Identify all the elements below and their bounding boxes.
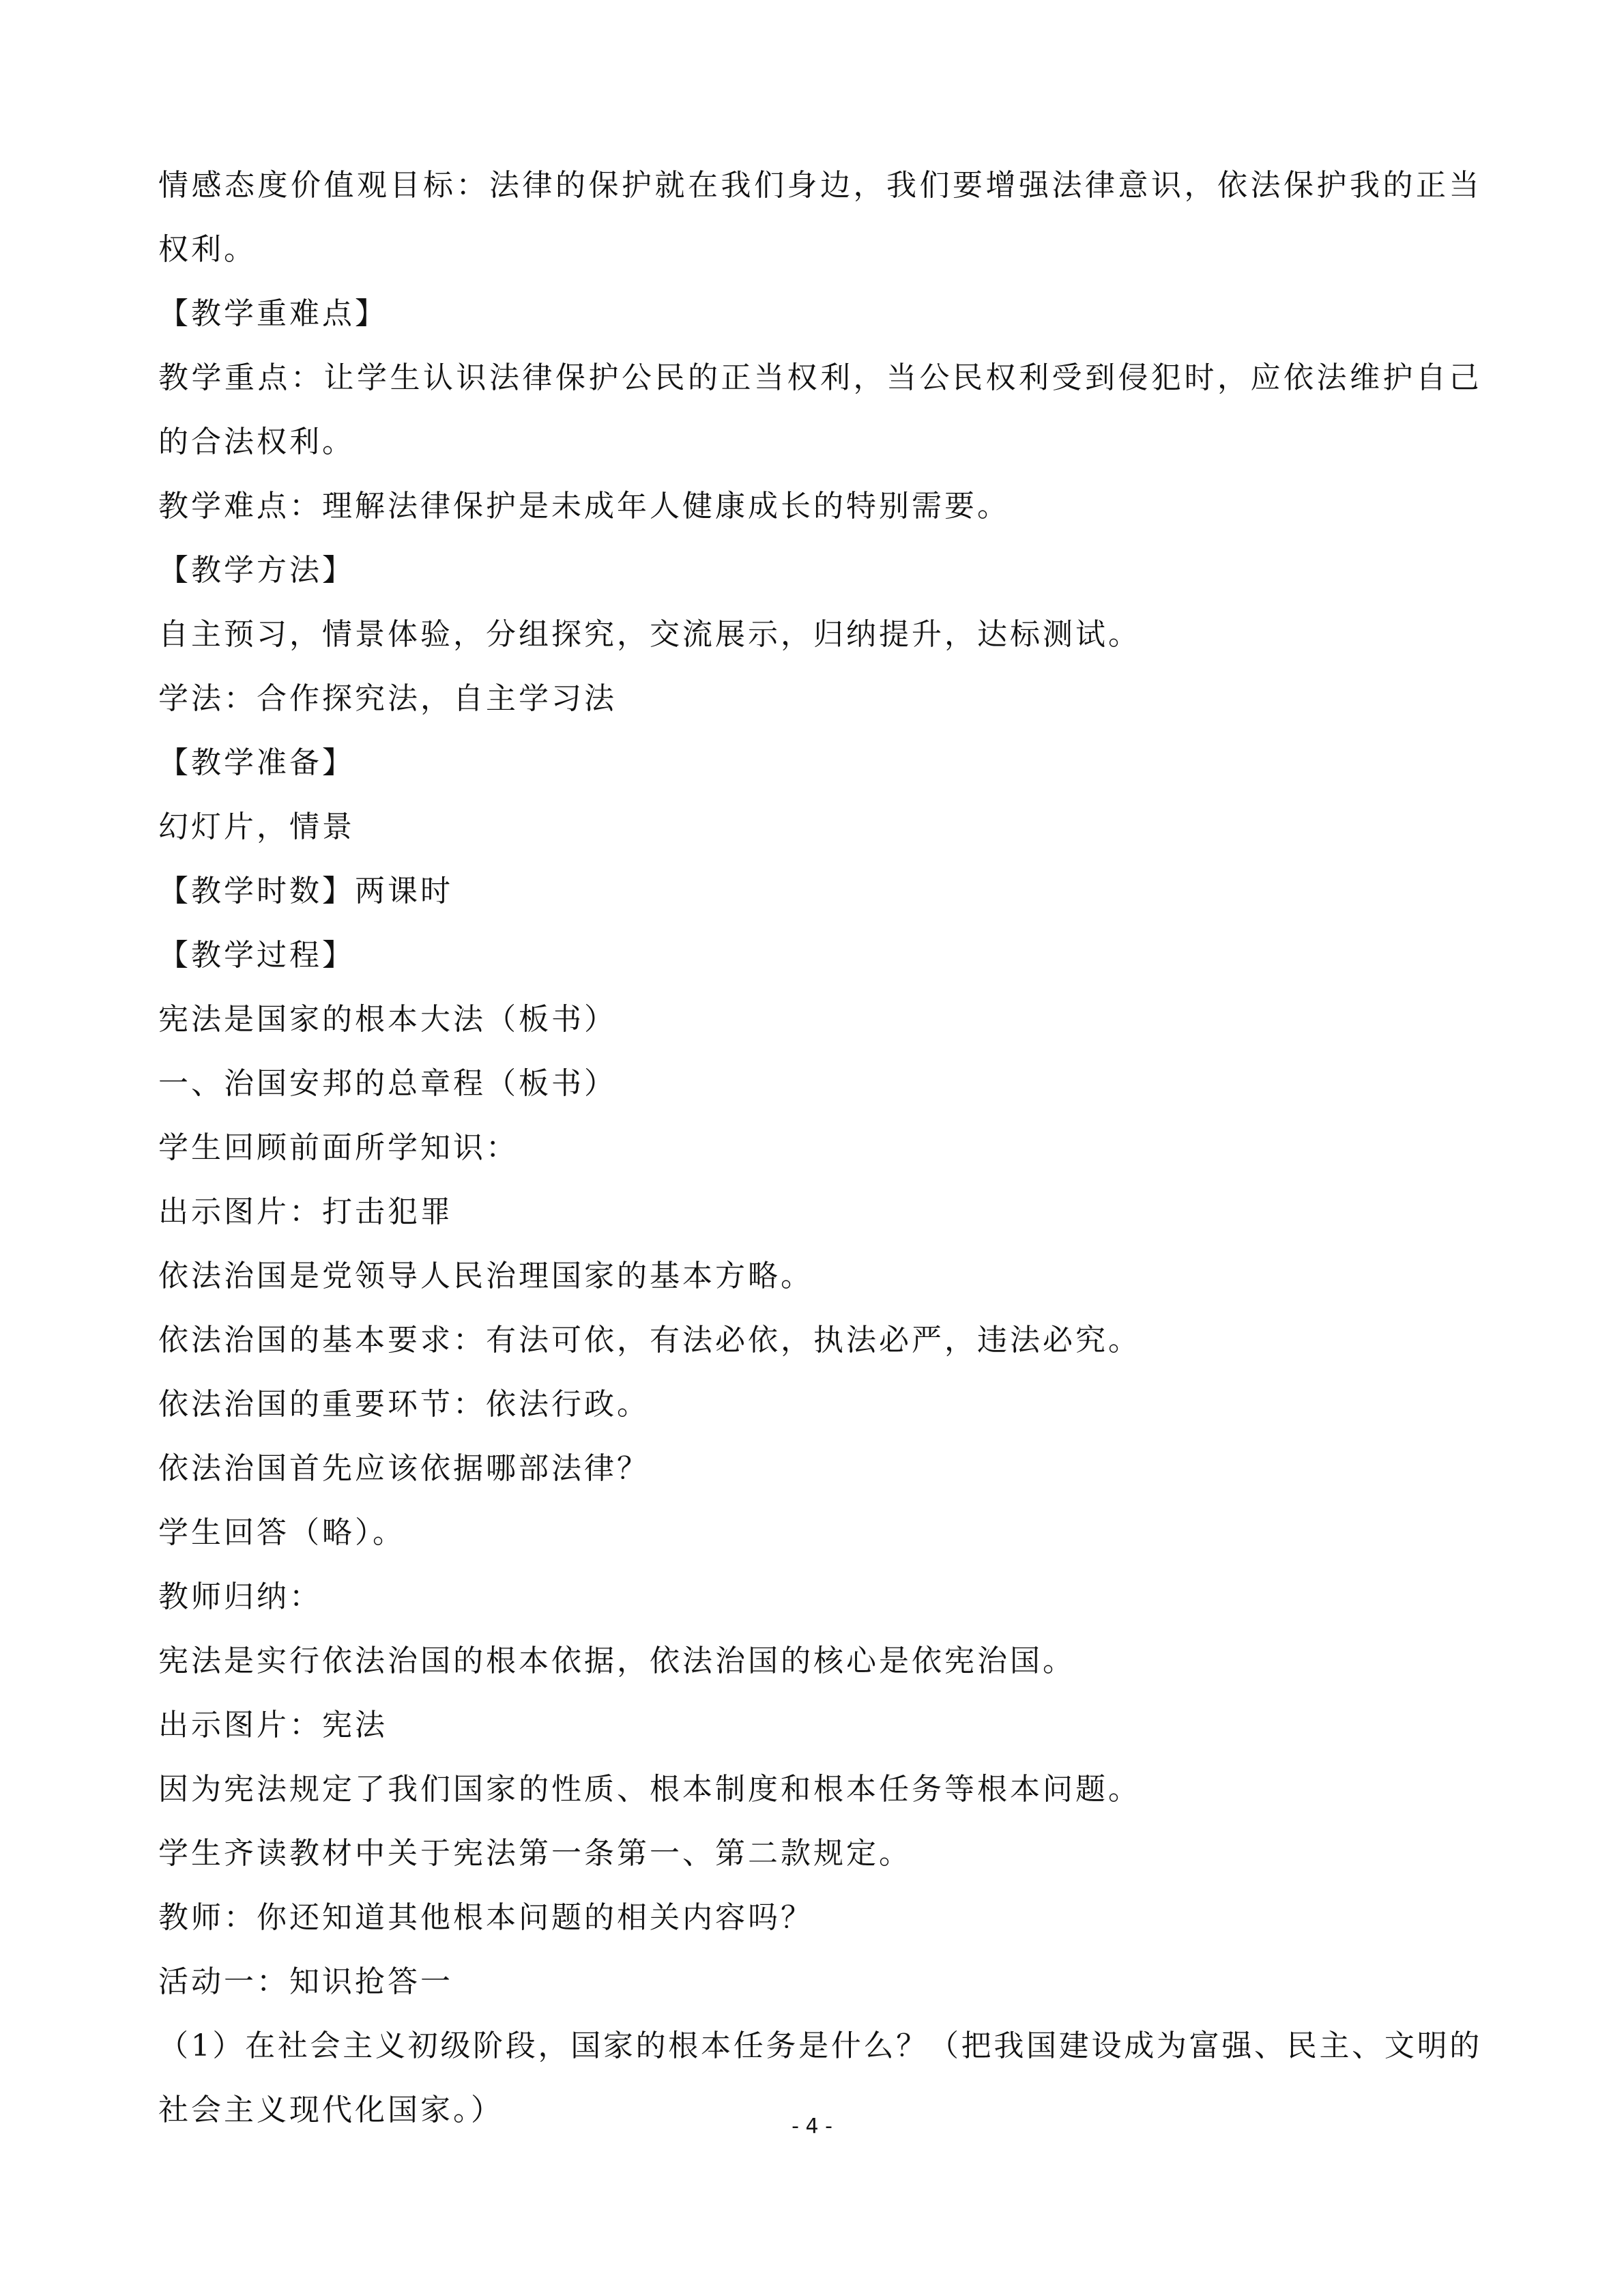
text-line: 出示图片：宪法: [158, 1708, 388, 1742]
text-line: 宪法是国家的根本大法（板书）: [158, 1002, 617, 1037]
text-line: 权利。: [158, 232, 257, 267]
text-line: 因为宪法规定了我们国家的性质、根本制度和根本任务等根本问题。: [158, 1772, 1141, 1807]
text-line: 情感态度价值观目标：法律的保护就在我们身边，我们要增强法律意识，依法保护我的正当: [158, 168, 1482, 203]
text-line: 依法治国的基本要求：有法可依，有法必依，执法必严，违法必究。: [158, 1323, 1141, 1358]
text-line: 活动一：知识抢答一: [158, 1964, 453, 1999]
text-line: 出示图片：打击犯罪: [158, 1194, 453, 1229]
section-heading: 【教学方法】: [158, 553, 355, 588]
section-heading: 【教学准备】: [158, 745, 355, 780]
text-line: 学法：合作探究法，自主学习法: [158, 681, 617, 716]
text-line: 的合法权利。: [158, 425, 355, 459]
text-line: 自主预习，情景体验，分组探究，交流展示，归纳提升，达标测试。: [158, 617, 1141, 652]
text-line: 教师归纳：: [158, 1579, 322, 1614]
text-line: 教学重点：让学生认识法律保护公民的正当权利，当公民权利受到侵犯时，应依法维护自己: [158, 360, 1482, 395]
section-heading: 【教学重难点】: [158, 296, 388, 331]
text-line: 依法治国首先应该依据哪部法律？: [158, 1451, 650, 1486]
text-line: 依法治国的重要环节：依法行政。: [158, 1387, 650, 1422]
text-line: 学生齐读教材中关于宪法第一条第一、第二款规定。: [158, 1836, 912, 1871]
text-line: 学生回顾前面所学知识：: [158, 1130, 519, 1165]
section-heading: 【教学时数】两课时: [158, 874, 453, 908]
text-line: 教师：你还知道其他根本问题的相关内容吗？: [158, 1900, 813, 1935]
text-line: 教学难点：理解法律保护是未成年人健康成长的特别需要。: [158, 489, 1010, 523]
document-body: [158, 154, 1482, 2142]
page-number: - 4 -: [792, 2114, 832, 2138]
text-line: （1）在社会主义初级阶段，国家的根本任务是什么？（把我国建设成为富强、民主、文明的: [158, 2028, 1482, 2063]
text-line: 学生回答（略）。: [158, 1515, 405, 1550]
text-line: 依法治国是党领导人民治理国家的基本方略。: [158, 1259, 813, 1293]
section-heading: 【教学过程】: [158, 938, 355, 973]
text-line: 幻灯片，情景: [158, 809, 355, 844]
text-line: 社会主义现代化国家。）: [158, 2093, 504, 2127]
text-line: 一、治国安邦的总章程（板书）: [158, 1066, 617, 1101]
text-line: 宪法是实行依法治国的根本依据，依法治国的核心是依宪治国。: [158, 1644, 1075, 1678]
